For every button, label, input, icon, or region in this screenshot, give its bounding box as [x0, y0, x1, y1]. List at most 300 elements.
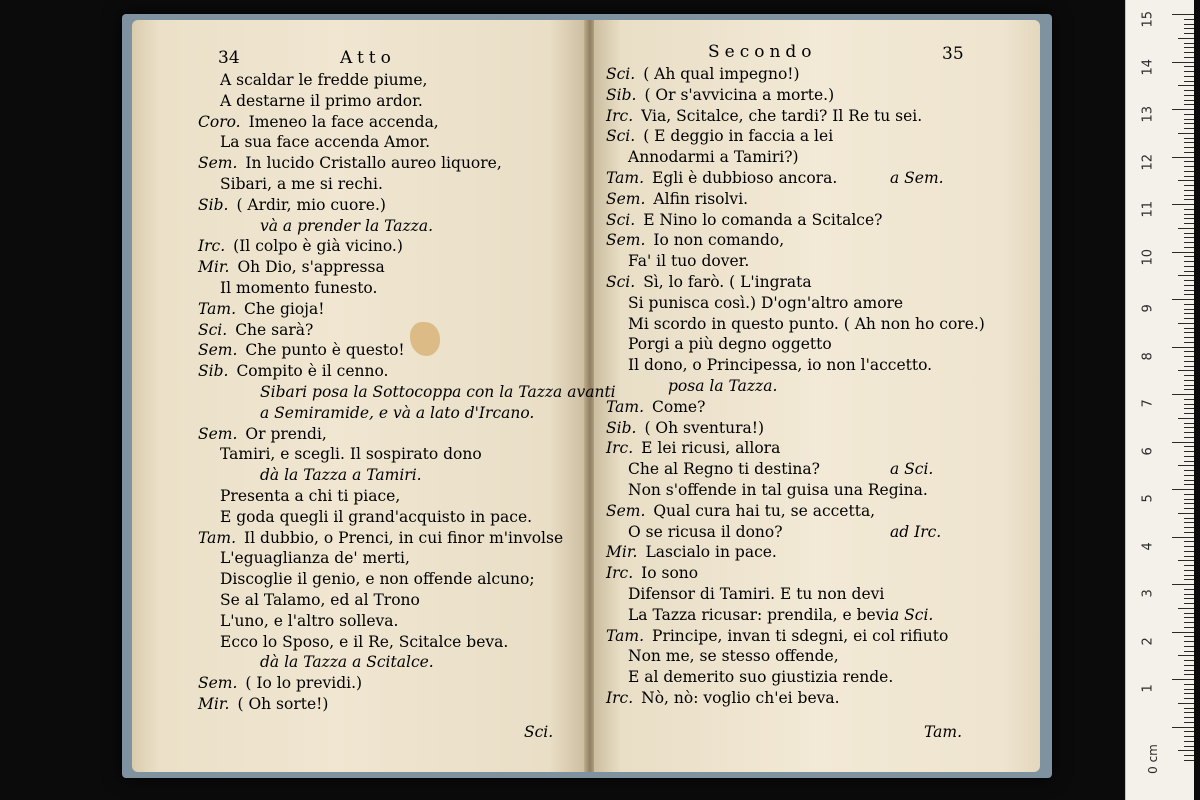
- stage-direction: dà la Tazza a Tamiri.: [260, 466, 422, 485]
- ruler-tick: [1184, 309, 1194, 310]
- ruler-tick: [1184, 731, 1194, 732]
- ruler-tick: [1184, 622, 1194, 623]
- text-line: [260, 216, 433, 236]
- ruler-number: 15: [1140, 10, 1156, 28]
- ruler-tick: [1184, 665, 1194, 666]
- ruler-tick: [1184, 527, 1194, 528]
- ruler-tick: [1184, 660, 1194, 661]
- verse-text: Si punisca così.) D'ogn'altro amore: [628, 293, 904, 312]
- ruler-tick: [1172, 299, 1194, 300]
- text-line: [198, 320, 313, 340]
- speaker-label: Tam.: [606, 169, 645, 187]
- ruler-tick: [1184, 617, 1194, 618]
- ruler-number: 4: [1140, 541, 1156, 550]
- text-line: [220, 590, 420, 610]
- speaker-label: Sib.: [606, 418, 637, 437]
- text-line: [198, 195, 386, 215]
- aside-direction: ad Irc.: [890, 522, 942, 541]
- ruler-tick: [1184, 361, 1194, 362]
- text-line: [628, 605, 894, 625]
- ruler-tick: [1184, 195, 1194, 196]
- verse-text: Nò, nò: voglio ch'ei beva.: [641, 689, 840, 707]
- stage-direction: dà la Tazza a Scitalce.: [260, 653, 434, 672]
- text-line: [606, 272, 812, 292]
- text-line: [220, 611, 398, 631]
- verse-text: Che punto è questo!: [245, 341, 405, 360]
- text-line: [628, 459, 820, 479]
- ruler-tick: [1184, 332, 1194, 333]
- ruler-tick: [1178, 750, 1194, 751]
- verse-text: ( Or s'avvicina a morte.): [644, 85, 835, 104]
- ruler-tick: [1184, 342, 1194, 343]
- ruler-tick: [1184, 147, 1194, 148]
- ruler-tick: [1184, 280, 1194, 281]
- text-line: [606, 189, 748, 209]
- ruler-tick: [1172, 252, 1194, 253]
- speaker-label: Irc.: [606, 689, 634, 707]
- text-line: [198, 236, 403, 256]
- ruler-tick: [1172, 62, 1194, 63]
- verse-text: ( Oh sorte!): [237, 695, 329, 713]
- speaker-label: Irc.: [606, 106, 634, 125]
- ruler-tick: [1184, 484, 1194, 485]
- verse-text: E lei ricusi, allora: [641, 439, 781, 458]
- ruler-tick: [1184, 494, 1194, 495]
- text-line: [628, 314, 985, 334]
- ruler-tick: [1184, 81, 1194, 82]
- ruler-tick: [1184, 351, 1194, 352]
- verse-text: Or prendi,: [245, 424, 327, 443]
- verse-text: E al demerito suo giustizia rende.: [628, 668, 894, 687]
- ruler-tick: [1184, 247, 1194, 248]
- speaker-label: Sem.: [198, 424, 238, 443]
- text-line: [606, 126, 833, 146]
- ruler-tick: [1184, 385, 1194, 386]
- speaker-label: Mir.: [606, 543, 638, 562]
- ruler-tick: [1184, 119, 1194, 120]
- ruler-number: 6: [1140, 446, 1156, 455]
- text-line: [260, 465, 422, 485]
- ruler-tick: [1184, 446, 1194, 447]
- ruler-tick: [1172, 347, 1194, 348]
- speaker-label: Irc.: [606, 564, 634, 583]
- ruler-number: 8: [1140, 351, 1156, 360]
- ruler-tick: [1184, 575, 1194, 576]
- measuring-ruler: [1125, 0, 1194, 800]
- text-line: [220, 278, 377, 298]
- ruler-number: 5: [1140, 494, 1156, 503]
- ruler-tick: [1184, 28, 1194, 29]
- ruler-tick: [1184, 152, 1194, 153]
- text-line: [628, 334, 832, 354]
- ruler-tick: [1184, 579, 1194, 580]
- ruler-tick: [1172, 489, 1194, 490]
- text-line: [606, 501, 875, 521]
- text-line: [606, 688, 840, 708]
- ruler-tick: [1184, 404, 1194, 405]
- ruler-tick: [1184, 399, 1194, 400]
- verse-text: Annodarmi a Tamiri?): [628, 148, 799, 167]
- right-catchword: Tam.: [924, 723, 963, 741]
- ruler-tick: [1178, 38, 1194, 39]
- ruler-tick: [1184, 366, 1194, 367]
- ruler-tick: [1178, 418, 1194, 419]
- speaker-label: Mir.: [198, 258, 230, 277]
- verse-text: Difensor di Tamiri. E tu non devi: [628, 585, 885, 603]
- verse-text: Sibari, a me si rechi.: [220, 175, 383, 193]
- text-line: [220, 174, 383, 194]
- aside-direction: a Sci.: [890, 605, 934, 624]
- text-line: [606, 397, 705, 417]
- ruler-tick: [1184, 294, 1194, 295]
- verse-text: Tamiri, e scegli. Il sospirato dono: [220, 445, 482, 464]
- ruler-tick: [1184, 408, 1194, 409]
- text-line: [220, 548, 410, 568]
- ruler-tick: [1184, 437, 1194, 438]
- text-line: [198, 424, 327, 444]
- text-line: [628, 584, 884, 604]
- text-line: [606, 418, 764, 438]
- text-line: [606, 542, 777, 562]
- text-line: [198, 340, 405, 360]
- text-line: [606, 438, 780, 458]
- text-line: [628, 251, 749, 271]
- ruler-unit-label: 0 cm: [1145, 744, 1160, 774]
- verse-text: Principe, invan ti sdegni, ei col rifiuto: [652, 626, 949, 645]
- ruler-tick: [1184, 432, 1194, 433]
- ruler-tick: [1184, 123, 1194, 124]
- verse-text: Come?: [652, 397, 706, 416]
- text-line: [606, 64, 800, 84]
- ruler-number: 12: [1140, 153, 1156, 170]
- verse-text: L'uno, e l'altro solleva.: [220, 611, 399, 630]
- verse-text: Non me, se stesso offende,: [628, 647, 839, 666]
- verse-text: Egli è dubbioso ancora.: [652, 169, 838, 187]
- ruler-tick: [1184, 413, 1194, 414]
- text-line: [260, 403, 534, 423]
- ruler-tick: [1184, 546, 1194, 547]
- ruler-tick: [1178, 180, 1194, 181]
- stage-direction: posa la Tazza.: [668, 377, 778, 395]
- speaker-label: Mir.: [198, 695, 230, 713]
- verse-text: E goda quegli il grand'acquisto in pace.: [220, 507, 533, 526]
- ruler-tick: [1184, 760, 1194, 761]
- verse-text: ( Oh sventura!): [644, 418, 765, 437]
- ruler-tick: [1184, 451, 1194, 452]
- ruler-tick: [1184, 185, 1194, 186]
- speaker-label: Sem.: [606, 501, 646, 520]
- text-line: [220, 486, 400, 506]
- ruler-tick: [1172, 537, 1194, 538]
- ruler-tick: [1184, 52, 1194, 53]
- ruler-tick: [1184, 128, 1194, 129]
- speaker-label: Coro.: [198, 112, 241, 131]
- ruler-tick: [1184, 43, 1194, 44]
- ruler-tick: [1172, 157, 1194, 158]
- ruler-tick: [1184, 313, 1194, 314]
- ruler-tick: [1184, 304, 1194, 305]
- ruler-tick: [1172, 632, 1194, 633]
- ruler-tick: [1172, 584, 1194, 585]
- ruler-tick: [1184, 285, 1194, 286]
- text-line: [220, 444, 482, 464]
- ruler-number: 10: [1140, 248, 1156, 265]
- verse-text: ( Io lo previdi.): [245, 674, 363, 693]
- ruler-tick: [1172, 679, 1194, 680]
- speaker-label: Sci.: [606, 127, 636, 146]
- verse-text: Discoglie il genio, e non offende alcuno;: [220, 570, 535, 589]
- verse-text: Io non comando,: [653, 231, 785, 250]
- ruler-tick: [1184, 171, 1194, 172]
- text-line: [628, 646, 839, 666]
- ruler-tick: [1184, 532, 1194, 533]
- ruler-tick: [1184, 142, 1194, 143]
- ruler-tick: [1184, 161, 1194, 162]
- verse-text: Il momento funesto.: [220, 279, 378, 297]
- ruler-tick: [1184, 24, 1194, 25]
- right-page-number: 35: [942, 44, 964, 64]
- verse-text: E Nino lo comanda a Scitalce?: [643, 210, 883, 229]
- ruler-number: 9: [1140, 304, 1156, 313]
- ruler-tick: [1184, 104, 1194, 105]
- ruler-tick: [1178, 85, 1194, 86]
- ruler-tick: [1184, 66, 1194, 67]
- speaker-label: Sem.: [606, 189, 646, 208]
- ruler-number: 7: [1140, 399, 1156, 408]
- text-line: [668, 376, 777, 396]
- speaker-label: Sem.: [198, 341, 238, 360]
- ruler-tick: [1184, 461, 1194, 462]
- verse-text: L'eguaglianza de' merti,: [220, 549, 410, 568]
- text-line: [606, 563, 698, 583]
- verse-text: Compito è il cenno.: [236, 362, 389, 381]
- verse-text: Che sarà?: [235, 320, 314, 339]
- ruler-tick: [1184, 356, 1194, 357]
- ruler-tick: [1184, 674, 1194, 675]
- verse-text: Qual cura hai tu, se accetta,: [653, 501, 876, 520]
- text-line: [628, 293, 903, 313]
- verse-text: Non s'offende in tal guisa una Regina.: [628, 481, 928, 499]
- text-line: [628, 667, 893, 687]
- speaker-label: Sib.: [606, 85, 637, 104]
- ruler-tick: [1172, 109, 1194, 110]
- ruler-tick: [1184, 76, 1194, 77]
- ruler-tick: [1184, 570, 1194, 571]
- ruler-tick: [1178, 370, 1194, 371]
- verse-text: Porgi a più degno oggetto: [628, 335, 832, 354]
- text-line: [198, 112, 439, 132]
- paper-stain: [410, 322, 440, 356]
- ruler-tick: [1184, 598, 1194, 599]
- verse-text: In lucido Cristallo aureo liquore,: [245, 154, 502, 173]
- ruler-tick: [1184, 551, 1194, 552]
- ruler-tick: [1184, 423, 1194, 424]
- ruler-tick: [1178, 560, 1194, 561]
- verse-text: Fa' il tuo dover.: [628, 252, 750, 271]
- ruler-tick: [1172, 727, 1194, 728]
- ruler-number: 2: [1140, 636, 1156, 645]
- ruler-tick: [1184, 57, 1194, 58]
- text-line: [606, 106, 922, 126]
- ruler-tick: [1184, 651, 1194, 652]
- ruler-tick: [1184, 33, 1194, 34]
- ruler-tick: [1184, 503, 1194, 504]
- ruler-tick: [1178, 133, 1194, 134]
- ruler-tick: [1184, 594, 1194, 595]
- text-line: [220, 70, 427, 90]
- text-line: [606, 626, 948, 646]
- speaker-label: Sci.: [606, 65, 636, 83]
- ruler-tick: [1172, 14, 1194, 15]
- ruler-tick: [1184, 95, 1194, 96]
- verse-text: Che al Regno ti destina?: [628, 460, 820, 479]
- ruler-number: 3: [1140, 589, 1156, 598]
- speaker-label: Sib.: [198, 195, 229, 214]
- verse-text: Oh Dio, s'appressa: [237, 258, 385, 277]
- text-line: [606, 210, 882, 230]
- verse-text: ( Ah qual impegno!): [643, 65, 800, 83]
- text-line: [220, 132, 430, 152]
- ruler-tick: [1178, 513, 1194, 514]
- ruler-tick: [1184, 176, 1194, 177]
- verse-text: A destarne il primo ardor.: [220, 91, 423, 110]
- speaker-label: Sci.: [606, 273, 636, 291]
- verse-text: Imeneo la face accenda,: [248, 112, 439, 131]
- text-line: [220, 507, 532, 527]
- ruler-tick: [1184, 712, 1194, 713]
- ruler-tick: [1184, 603, 1194, 604]
- verse-text: Via, Scitalce, che tardi? Il Re tu sei.: [641, 106, 923, 125]
- verse-text: ( Ardir, mio cuore.): [236, 195, 386, 214]
- ruler-number: 14: [1140, 58, 1156, 75]
- speaker-label: Sem.: [198, 154, 238, 173]
- ruler-tick: [1184, 318, 1194, 319]
- ruler-tick: [1184, 684, 1194, 685]
- speaker-label: Sib.: [198, 362, 229, 381]
- stage-direction: a Semiramide, e và a lato d'Ircano.: [260, 403, 535, 422]
- ruler-tick: [1184, 613, 1194, 614]
- ruler-tick: [1178, 275, 1194, 276]
- speaker-label: Irc.: [198, 237, 226, 256]
- ruler-tick: [1184, 190, 1194, 191]
- ruler-tick: [1184, 508, 1194, 509]
- verse-text: Il dubbio, o Prenci, in cui finor m'involse: [244, 528, 564, 547]
- ruler-tick: [1184, 290, 1194, 291]
- ruler-tick: [1184, 689, 1194, 690]
- verse-text: Alfin risolvi.: [653, 189, 749, 208]
- verse-text: O se ricusa il dono?: [628, 522, 783, 541]
- ruler-tick: [1184, 522, 1194, 523]
- verse-text: Lascialo in pace.: [645, 543, 777, 562]
- speaker-label: Irc.: [606, 439, 634, 458]
- ruler-tick: [1178, 465, 1194, 466]
- verse-text: La sua face accenda Amor.: [220, 133, 431, 152]
- ruler-tick: [1184, 565, 1194, 566]
- speaker-label: Sem.: [606, 231, 646, 250]
- ruler-tick: [1184, 233, 1194, 234]
- right-page-header: Secondo: [708, 42, 817, 62]
- speaker-label: Sem.: [198, 674, 238, 693]
- verse-text: ( E deggio in faccia a lei: [643, 127, 834, 146]
- speaker-label: Tam.: [198, 299, 237, 318]
- ruler-tick: [1184, 736, 1194, 737]
- text-line: [220, 632, 508, 652]
- ruler-tick: [1184, 427, 1194, 428]
- left-page-number: 34: [218, 48, 240, 68]
- ruler-tick: [1184, 746, 1194, 747]
- aside-direction: a Sci.: [890, 460, 934, 479]
- ruler-tick: [1178, 703, 1194, 704]
- stage-direction: Sibari posa la Sottocoppa con la Tazza avanti: [260, 383, 616, 401]
- ruler-tick: [1184, 708, 1194, 709]
- ruler-tick: [1172, 442, 1194, 443]
- ruler-tick: [1184, 380, 1194, 381]
- text-line: [198, 673, 362, 693]
- ruler-tick: [1184, 256, 1194, 257]
- ruler-tick: [1178, 228, 1194, 229]
- ruler-tick: [1178, 608, 1194, 609]
- ruler-tick: [1184, 90, 1194, 91]
- verse-text: Mi scordo in questo punto. ( Ah non ho core.): [628, 314, 985, 333]
- ruler-tick: [1184, 556, 1194, 557]
- verse-text: Il dono, o Principessa, io non l'accetto.: [628, 356, 933, 375]
- ruler-tick: [1184, 627, 1194, 628]
- ruler-tick: [1184, 480, 1194, 481]
- verse-text: Che gioja!: [244, 299, 325, 318]
- verse-text: Sì, lo farò. ( L'ingrata: [643, 273, 812, 291]
- text-line: [628, 147, 799, 167]
- ruler-tick: [1184, 100, 1194, 101]
- ruler-tick: [1184, 475, 1194, 476]
- text-line: [198, 694, 328, 714]
- ruler-tick: [1184, 541, 1194, 542]
- verse-text: Io sono: [641, 564, 699, 583]
- ruler-tick: [1184, 223, 1194, 224]
- ruler-tick: [1178, 323, 1194, 324]
- text-line: [260, 652, 434, 672]
- text-line: [198, 299, 324, 319]
- ruler-tick: [1184, 717, 1194, 718]
- speaker-label: Tam.: [198, 528, 237, 547]
- verse-text: La Tazza ricusar: prendila, e bevi.: [628, 605, 895, 624]
- ruler-tick: [1184, 641, 1194, 642]
- ruler-tick: [1184, 209, 1194, 210]
- ruler-tick: [1184, 214, 1194, 215]
- verse-text: A scaldar le fredde piume,: [220, 71, 428, 89]
- ruler-tick: [1184, 261, 1194, 262]
- ruler-tick: [1184, 138, 1194, 139]
- ruler-tick: [1184, 589, 1194, 590]
- ruler-tick: [1184, 47, 1194, 48]
- ruler-tick: [1184, 698, 1194, 699]
- verse-text: Ecco lo Sposo, e il Re, Scitalce beva.: [220, 632, 509, 651]
- text-line: [606, 168, 837, 188]
- speaker-label: Sci.: [198, 320, 228, 339]
- stage-direction: và a prender la Tazza.: [260, 216, 434, 235]
- ruler-tick: [1184, 166, 1194, 167]
- ruler-tick: [1184, 456, 1194, 457]
- ruler-number: 13: [1140, 105, 1156, 123]
- ruler-tick: [1184, 271, 1194, 272]
- ruler-tick: [1184, 114, 1194, 115]
- ruler-number: 11: [1140, 200, 1156, 218]
- ruler-number: 1: [1140, 684, 1156, 693]
- left-page-header: Atto: [340, 48, 396, 68]
- speaker-label: Sci.: [606, 210, 636, 229]
- text-line: [198, 153, 502, 173]
- ruler-tick: [1184, 646, 1194, 647]
- text-line: [606, 230, 784, 250]
